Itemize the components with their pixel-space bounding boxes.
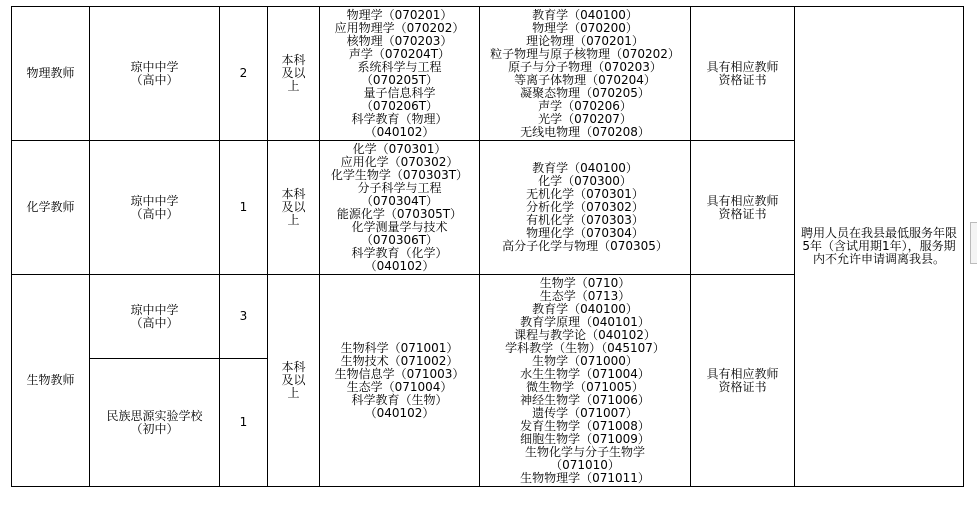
count-cell: 2 bbox=[220, 7, 268, 141]
major-item: 物理学（070201） bbox=[346, 7, 453, 22]
major-item: 等离子体物理（070204） bbox=[514, 72, 656, 87]
major-item: 高分子化学与物理（070305） bbox=[502, 239, 668, 253]
major-item: 化学（070300） bbox=[538, 174, 632, 188]
major-item: 系统科学与工程 bbox=[357, 59, 442, 74]
major-item: （071010） bbox=[550, 457, 620, 472]
education-line: 本科 bbox=[281, 360, 306, 374]
education-line: 本科 bbox=[281, 53, 306, 67]
major-item: 教育学原理（040101） bbox=[520, 314, 650, 329]
major-item: 量子信息科学 bbox=[363, 85, 436, 100]
certificate-cell bbox=[691, 7, 795, 141]
major-item: 生物物理学（071011） bbox=[520, 470, 650, 485]
major-item: 分子科学与工程 bbox=[357, 180, 442, 195]
major-item: （070206T） bbox=[360, 98, 439, 113]
major-item: 生物化学与分子生物学 bbox=[524, 444, 645, 459]
major-item: 神经生物学（071006） bbox=[520, 392, 650, 407]
education-cell bbox=[268, 275, 320, 487]
major-item: 分析化学（070302） bbox=[526, 200, 644, 214]
major-item: （070306T） bbox=[360, 232, 439, 247]
major-item: 教育学（040100） bbox=[532, 301, 638, 316]
major-item: 生物信息学（071003） bbox=[334, 366, 465, 381]
school-cell bbox=[90, 359, 220, 487]
position-cell: 生物教师 bbox=[12, 275, 90, 487]
major-item: 水生生物学（071004） bbox=[520, 366, 650, 381]
certificate-line: 资格证书 bbox=[718, 72, 767, 87]
major-item: （040102） bbox=[364, 258, 435, 273]
school-cell bbox=[90, 7, 220, 141]
table-row bbox=[12, 7, 964, 141]
major-item: 光学（070207） bbox=[538, 111, 632, 126]
undergrad-majors-cell bbox=[320, 141, 480, 275]
major-item: 生态学（0713） bbox=[539, 288, 631, 303]
major-item: 生物学（071000） bbox=[532, 353, 638, 368]
school-name: 琼中中学 bbox=[130, 302, 179, 317]
certificate-cell bbox=[691, 141, 795, 275]
education-line: 上 bbox=[287, 213, 300, 227]
major-item: 遗传学（071007） bbox=[532, 405, 638, 420]
scroll-handle[interactable] bbox=[970, 222, 977, 264]
major-item: 细胞生物学（071009） bbox=[520, 431, 650, 446]
certificate-cell bbox=[691, 275, 795, 487]
major-item: 凝聚态物理（070205） bbox=[520, 85, 650, 100]
education-line: 及以 bbox=[281, 200, 306, 214]
school-level: （初中） bbox=[130, 421, 179, 436]
major-item: 无机化学（070301） bbox=[526, 187, 644, 201]
education-cell bbox=[268, 7, 320, 141]
recruitment-table bbox=[11, 6, 964, 487]
major-item: 核物理（070203） bbox=[346, 33, 453, 48]
certificate-line: 具有相应教师 bbox=[706, 366, 779, 381]
major-item: 生态学（071004） bbox=[346, 379, 453, 394]
major-item: 学科教学（生物）（045107） bbox=[505, 340, 665, 355]
major-item: 应用物理学（070202） bbox=[334, 20, 465, 35]
major-item: 科学教育（化学） bbox=[351, 245, 448, 260]
position-cell: 物理教师 bbox=[12, 7, 90, 141]
school-cell bbox=[90, 141, 220, 275]
school-level: （高中） bbox=[130, 315, 179, 330]
school-name: 民族思源实验学校 bbox=[106, 408, 203, 423]
major-item: （070205T） bbox=[360, 72, 439, 87]
major-item: 声学（070206） bbox=[538, 98, 632, 113]
education-line: 上 bbox=[287, 79, 300, 93]
education-line: 本科 bbox=[281, 187, 306, 201]
major-item: 教育学（040100） bbox=[532, 161, 638, 175]
major-item: 化学测量学与技术 bbox=[351, 219, 448, 234]
education-line: 上 bbox=[287, 386, 300, 400]
school-name: 琼中中学 bbox=[130, 193, 179, 208]
certificate-line: 具有相应教师 bbox=[706, 193, 779, 208]
grad-majors-cell bbox=[480, 7, 691, 141]
education-cell bbox=[268, 141, 320, 275]
major-item: 生物技术（071002） bbox=[340, 353, 459, 368]
major-item: 微生物学（071005） bbox=[526, 379, 644, 394]
count-cell: 1 bbox=[220, 359, 268, 487]
major-item: 理论物理（070201） bbox=[526, 33, 644, 48]
major-item: 化学（070301） bbox=[352, 141, 447, 156]
major-item: 声学（070204T） bbox=[348, 46, 451, 61]
major-item: 生物科学（071001） bbox=[340, 340, 459, 355]
major-item: 应用化学（070302） bbox=[340, 154, 459, 169]
education-line: 及以 bbox=[281, 373, 306, 387]
count-cell: 1 bbox=[220, 141, 268, 275]
major-item: （070304T） bbox=[360, 193, 439, 208]
grad-majors-cell bbox=[480, 275, 691, 487]
major-item: 物理化学（070304） bbox=[526, 226, 644, 240]
major-item: 原子与分子物理（070203） bbox=[508, 59, 662, 74]
major-item: 无线电物理（070208） bbox=[520, 124, 650, 139]
count-cell: 3 bbox=[220, 275, 268, 359]
undergrad-majors-cell bbox=[320, 275, 480, 487]
major-item: （040102） bbox=[364, 124, 435, 139]
school-cell bbox=[90, 275, 220, 359]
major-item: 教育学（040100） bbox=[532, 7, 638, 22]
major-item: 生物学（0710） bbox=[539, 275, 631, 290]
school-name: 琼中中学 bbox=[130, 59, 179, 74]
major-item: （040102） bbox=[364, 405, 435, 420]
major-item: 课程与教学论（040102） bbox=[514, 327, 656, 342]
major-item: 科学教育（物理） bbox=[351, 111, 448, 126]
grad-majors-cell bbox=[480, 141, 691, 275]
major-item: 发育生物学（071008） bbox=[520, 418, 650, 433]
remark-cell: 聘用人员在我县最低服务年限5年（含试用期1年），服务期内不允许申请调离我县。 bbox=[795, 7, 964, 487]
education-line: 及以 bbox=[281, 66, 306, 80]
major-item: 物理学（070200） bbox=[532, 20, 638, 35]
school-level: （高中） bbox=[130, 206, 179, 221]
major-item: 化学生物学（070303T） bbox=[330, 167, 469, 182]
certificate-line: 资格证书 bbox=[718, 379, 767, 394]
certificate-line: 资格证书 bbox=[718, 206, 767, 221]
school-level: （高中） bbox=[130, 72, 179, 87]
major-item: 科学教育（生物） bbox=[351, 392, 448, 407]
undergrad-majors-cell bbox=[320, 7, 480, 141]
major-item: 粒子物理与原子核物理（070202） bbox=[490, 46, 680, 61]
position-cell: 化学教师 bbox=[12, 141, 90, 275]
major-item: 有机化学（070303） bbox=[526, 213, 644, 227]
certificate-line: 具有相应教师 bbox=[706, 59, 779, 74]
major-item: 能源化学（070305T） bbox=[336, 206, 463, 221]
